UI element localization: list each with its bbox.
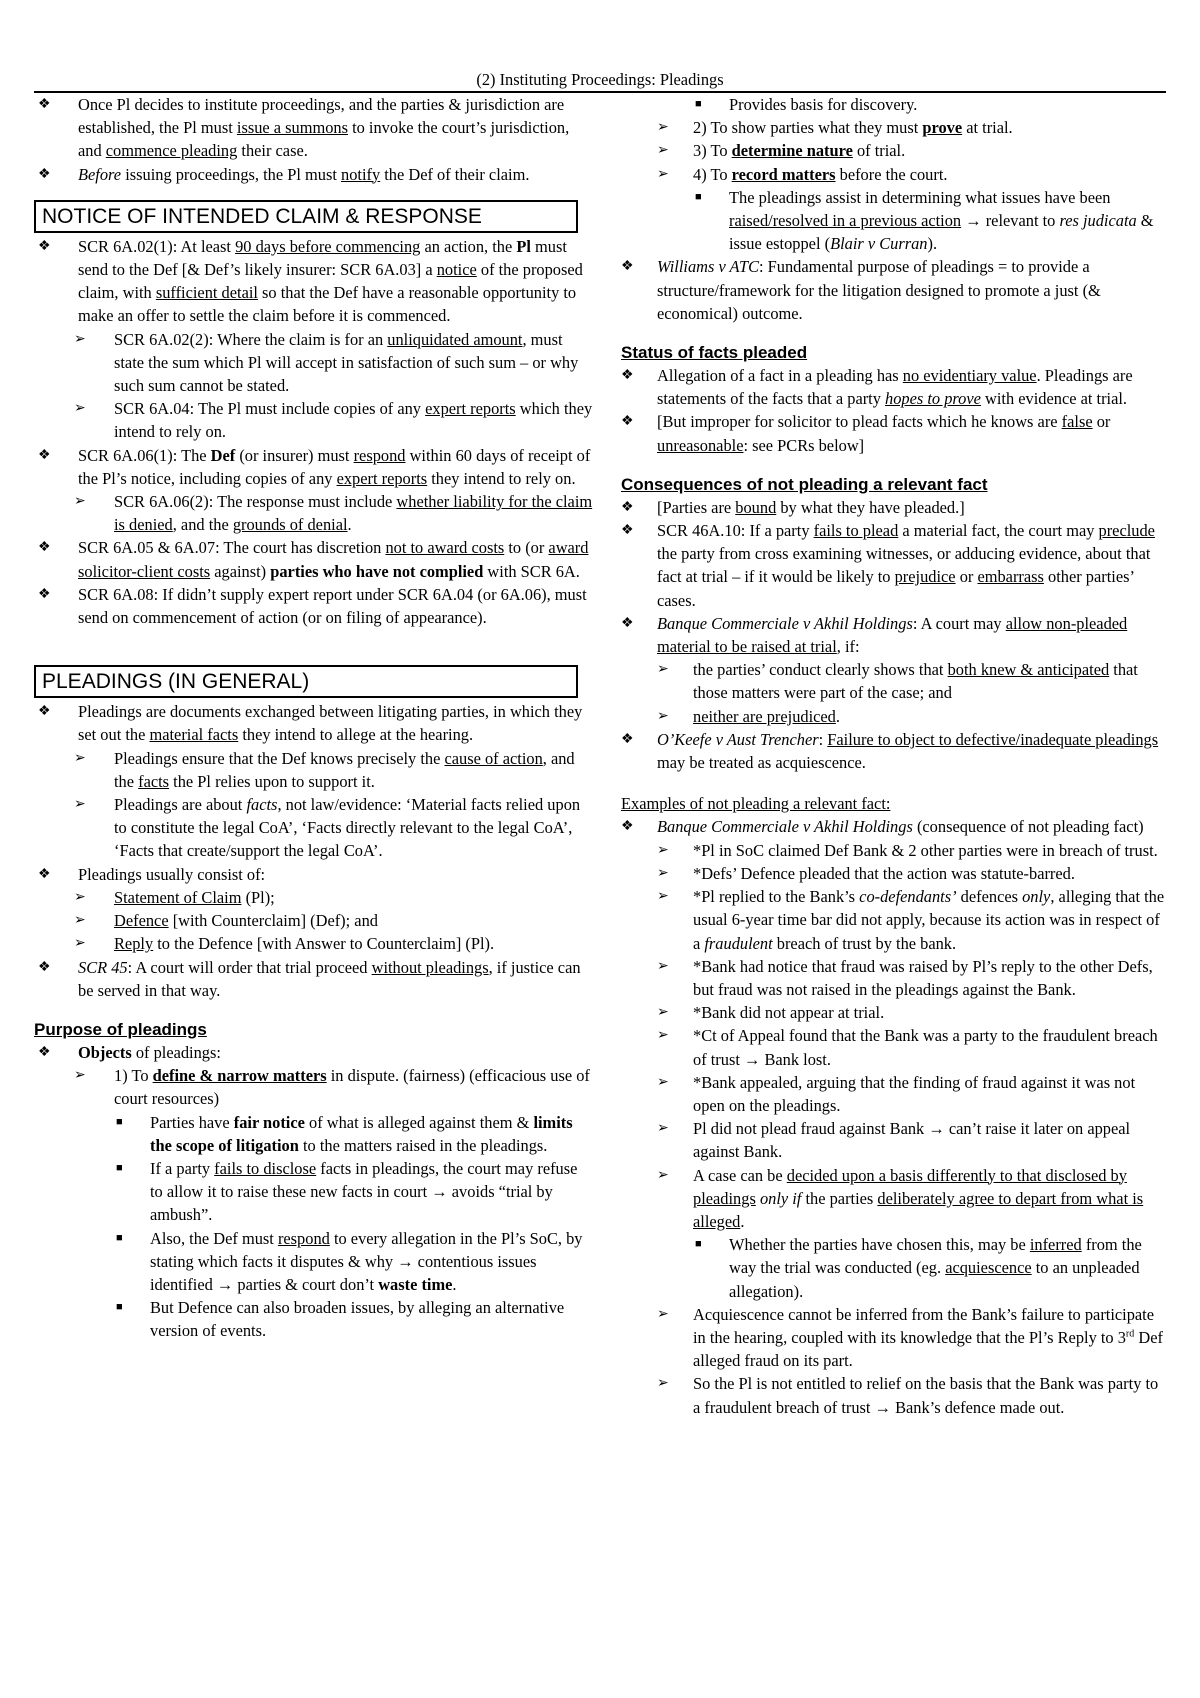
intro-list	[34, 93, 594, 186]
text-run: not to award costs	[385, 538, 505, 558]
square-bullet-icon: ■	[116, 1231, 123, 1244]
list-item	[34, 1041, 594, 1064]
text-run: neither are prejudiced	[693, 706, 836, 726]
text-run: a material fact, the court may	[898, 521, 1099, 541]
text-run: .	[452, 1274, 457, 1294]
page-title: (2) Instituting Proceedings: Pleadings	[34, 70, 1166, 93]
text-run: Pleadings are documents exchanged between litigating parties, in which they set out the	[78, 702, 583, 745]
text-run: embarrass	[977, 567, 1044, 587]
diamond-bullet-icon: ❖	[621, 819, 634, 835]
text-run: from the way the trial was conducted (eg.	[729, 1235, 1142, 1278]
text-run: hopes to prove	[885, 389, 981, 409]
text-run: their case.	[237, 141, 308, 161]
list-item	[34, 328, 594, 398]
arrow-bullet-icon: ➢	[657, 1167, 669, 1183]
pleadings-section-heading: PLEADINGS (IN GENERAL)	[34, 665, 578, 698]
square-bullet-icon: ■	[695, 98, 702, 110]
text-run: to every allegation in the Pl’s SoC, by stating which facts it disputes & why → contentious issues identified → parties & court don’t	[150, 1228, 583, 1294]
document-page	[34, 70, 1166, 1680]
text-run: fraudulent	[704, 933, 773, 953]
text-run: must send to the Def [& Def’s likely insurer: SCR 6A.03] a	[78, 236, 567, 280]
text-run: with SCR 6A.	[483, 561, 580, 581]
text-run: *Bank had notice that fraud was raised by Pl’s reply to the other Defs, but fraud was not raised in the pleadings against the Bank.	[693, 956, 1153, 999]
text-run: in dispute. (fairness) (efficacious use of court resources)	[114, 1066, 590, 1109]
text-run: SCR 6A.06(2): The response must include	[114, 492, 397, 512]
text-run: allow non-pleaded material to be raised at trial	[657, 613, 1128, 657]
text-run: within 60 days of receipt of the Pl’s notice, including copies of any	[78, 445, 591, 488]
notice-section-heading: NOTICE OF INTENDED CLAIM & RESPONSE	[34, 200, 578, 233]
text-run: the parties’ conduct clearly shows that	[693, 660, 948, 680]
text-run: (consequence of not pleading fact)	[912, 817, 1144, 837]
diamond-bullet-icon: ❖	[621, 523, 634, 539]
list-item	[34, 163, 594, 186]
list-item	[621, 1071, 1166, 1117]
text-run: . Pleadings are statements of the facts that a party	[657, 366, 1133, 409]
list-item	[621, 728, 1166, 774]
text-run: which they intend to rely on.	[114, 399, 593, 442]
arrow-bullet-icon: ➢	[74, 936, 86, 952]
list-item	[621, 1303, 1166, 1373]
list-item	[34, 583, 594, 629]
text-run: *Bank did not appear at trial.	[693, 1003, 885, 1023]
text-run: Provides basis for discovery.	[729, 95, 918, 114]
diamond-bullet-icon: ❖	[38, 1044, 51, 1060]
text-run: notify	[341, 164, 381, 184]
arrow-bullet-icon: ➢	[657, 865, 669, 881]
text-run: [But improper for solicitor to plead facts which he knows are	[657, 412, 1062, 432]
text-run: unliquidated amount	[387, 329, 523, 349]
text-run: respond	[353, 445, 406, 465]
text-run: cause of action	[444, 748, 543, 768]
text-run: determine nature	[731, 141, 853, 161]
text-run: SCR 6A.08: If didn’t supply expert report under SCR 6A.04 (or 6A.06), must send on commencement of action (or on filing of appearance).	[78, 584, 587, 628]
text-run: of the proposed claim, with	[78, 260, 583, 303]
text-run: Before	[78, 164, 122, 184]
text-run: .	[347, 515, 352, 535]
square-bullet-icon: ■	[116, 1161, 123, 1174]
text-run: other parties’ cases.	[657, 567, 1134, 610]
text-run: Def	[210, 445, 236, 465]
diamond-bullet-icon: ❖	[621, 414, 634, 430]
text-run: breach of trust by the bank.	[772, 933, 957, 953]
text-run: deliberately agree to depart from what is alleged	[693, 1188, 1144, 1231]
arrow-bullet-icon: ➢	[657, 842, 669, 858]
text-run: 90 days before commencing	[235, 236, 421, 256]
arrow-bullet-icon: ➢	[657, 1005, 669, 1021]
list-item	[34, 863, 594, 886]
text-run: respond	[277, 1228, 330, 1248]
text-run: .	[740, 1211, 745, 1231]
diamond-bullet-icon: ❖	[38, 586, 51, 602]
text-run: 4) To	[693, 164, 732, 184]
text-run: A case can be	[693, 1165, 787, 1185]
list-item	[621, 885, 1166, 955]
text-run: Def alleged fraud on its part.	[693, 1327, 1163, 1371]
text-run: SCR 45	[78, 957, 128, 977]
list-item	[621, 658, 1166, 704]
purpose-heading: Purpose of pleadings	[34, 1019, 207, 1039]
text-run: *Defs’ Defence pleaded that the action was statute-barred.	[693, 863, 1075, 883]
text-run: , must state the sum which Pl will accept in satisfaction of such sum – or why such sum cannot be stated.	[114, 329, 579, 396]
diamond-bullet-icon: ❖	[621, 615, 634, 631]
text-run: Once Pl decides to institute proceedings, and the parties & jurisdiction are established, the Pl must	[78, 95, 565, 138]
text-run: facts in pleadings, the court may refuse to allow it to raise these new facts in court → avoids “trial by ambush”.	[150, 1158, 578, 1225]
arrow-bullet-icon: ➢	[657, 143, 669, 159]
text-run: to (or	[504, 538, 549, 558]
square-bullet-icon: ■	[116, 1301, 123, 1314]
text-run: ).	[927, 234, 938, 254]
arrow-bullet-icon: ➢	[657, 1074, 669, 1090]
text-run: against)	[210, 561, 271, 581]
text-run: Statement of Claim	[114, 887, 242, 907]
list-item	[34, 956, 594, 1002]
text-run: Blair v Curran	[830, 234, 928, 254]
list-item	[621, 1117, 1166, 1163]
text-run: *Pl replied to the Bank’s	[693, 887, 860, 907]
text-run: rd	[1125, 1328, 1135, 1340]
text-run: 1) To	[114, 1066, 153, 1086]
list-item	[621, 186, 1166, 256]
list-item	[34, 536, 594, 582]
arrow-bullet-icon: ➢	[74, 331, 86, 347]
list-item	[34, 1064, 594, 1110]
text-run: sufficient detail	[155, 283, 258, 303]
list-item	[621, 705, 1166, 728]
pleadings-list	[34, 700, 594, 1002]
text-run: So the Pl is not entitled to relief on the basis that the Bank was party to a fraudulent breach of trust → Bank’s defence made out.	[693, 1374, 1159, 1417]
list-item	[621, 1164, 1166, 1234]
diamond-bullet-icon: ❖	[38, 959, 51, 975]
list-item	[34, 490, 594, 536]
text-run: : A court may	[912, 613, 1006, 633]
text-run: expert reports	[336, 468, 428, 488]
text-run: issue a summons	[236, 118, 348, 138]
list-item	[621, 496, 1166, 519]
list-item	[34, 1157, 594, 1227]
notice-list	[34, 235, 594, 629]
list-item	[621, 1372, 1166, 1418]
text-run: If a party	[150, 1158, 215, 1178]
text-run: both knew & anticipated	[947, 660, 1110, 680]
text-run: inferred	[1029, 1235, 1082, 1255]
text-run: Reply	[114, 934, 154, 954]
text-run: SCR 6A.04: The Pl must include copies of any	[114, 399, 426, 419]
consequences-list	[621, 496, 1166, 774]
list-item	[621, 1233, 1166, 1303]
text-run: SCR 6A.05 & 6A.07: The court has discretion	[78, 538, 386, 558]
text-run: Defence	[114, 911, 169, 931]
arrow-bullet-icon: ➢	[657, 662, 669, 678]
arrow-bullet-icon: ➢	[657, 1376, 669, 1392]
list-item	[34, 747, 594, 793]
list-item	[621, 862, 1166, 885]
arrow-bullet-icon: ➢	[657, 1028, 669, 1044]
text-run: facts	[138, 771, 170, 791]
list-item	[621, 839, 1166, 862]
text-run: Failure to object to defective/inadequate pleadings	[827, 729, 1159, 749]
text-run: , alleging that the usual 6-year time bar did not apply, because its action was in respect of a	[693, 887, 1165, 953]
text-run: the Pl relies upon to support it.	[169, 771, 375, 791]
text-run: preclude	[1098, 521, 1155, 541]
text-run: parties who have not complied	[270, 561, 484, 581]
list-item	[34, 235, 594, 328]
diamond-bullet-icon: ❖	[38, 704, 51, 720]
text-run: no evidentiary value	[902, 366, 1037, 386]
text-run: Parties have	[150, 1112, 234, 1132]
text-run: res judicata	[1059, 211, 1137, 231]
text-run: Banque Commerciale v Akhil Holdings	[657, 817, 913, 837]
text-run: acquiescence	[945, 1258, 1032, 1278]
text-run: Banque Commerciale v Akhil Holdings	[657, 613, 913, 633]
text-run: co-defendants’	[859, 887, 957, 907]
list-item	[621, 410, 1166, 456]
text-run: SCR 6A.02(2): Where the claim is for an	[114, 329, 388, 349]
arrow-bullet-icon: ➢	[657, 1121, 669, 1137]
text-run: fails to plead	[813, 521, 899, 541]
text-run: O’Keefe v Aust Trencher	[657, 729, 819, 749]
list-item	[621, 519, 1166, 612]
text-run: Also, the Def must	[150, 1228, 278, 1248]
left-column	[34, 93, 594, 1419]
text-run: record matters	[731, 164, 836, 184]
text-run: .	[835, 706, 840, 726]
text-run: or	[1092, 412, 1111, 432]
purpose-list	[34, 1041, 594, 1343]
text-run: , not law/evidence: ‘Material facts relied upon to constitute the legal CoA’, ‘Facts directly relevant to the legal CoA’, ‘Facts that create/support the legal CoA’.	[114, 795, 581, 861]
text-run: award solicitor-client costs	[78, 538, 589, 581]
diamond-bullet-icon: ❖	[621, 731, 634, 747]
list-item	[621, 93, 1166, 116]
text-run: SCR 6A.06(1): The	[78, 445, 211, 465]
arrow-bullet-icon: ➢	[74, 889, 86, 905]
text-run: decided upon a basis differently to that disclosed by pleadings	[693, 1165, 1127, 1208]
arrow-bullet-icon: ➢	[74, 401, 86, 417]
list-item	[621, 815, 1166, 838]
text-run: of trial.	[852, 141, 906, 161]
examples-list	[621, 815, 1166, 1418]
text-run: *Ct of Appeal found that the Bank was a party to the fraudulent breach of trust → Bank lost.	[693, 1026, 1158, 1069]
text-run: Williams v ATC	[657, 257, 760, 277]
text-run: defences	[956, 887, 1023, 907]
text-run: *Pl in SoC claimed Def Bank & 2 other parties were in breach of trust.	[693, 840, 1158, 860]
text-run: Allegation of a fact in a pleading has	[657, 366, 903, 386]
text-run: 2) To show parties what they must	[693, 118, 923, 138]
text-run: : Fundamental purpose of pleadings = to provide a structure/framework for the litigation designed to promote a just (& economical) outcome.	[657, 257, 1101, 323]
text-run: to the matters raised in the pleadings.	[298, 1135, 548, 1155]
text-run: Pleadings are about	[114, 795, 247, 815]
list-item	[34, 444, 594, 490]
text-run: the Def of their claim.	[380, 164, 530, 184]
two-column-body	[34, 93, 1166, 1419]
status-list	[621, 364, 1166, 457]
text-run: , if justice can be served in that way.	[78, 957, 581, 1000]
text-run: may be treated as acquiescence.	[657, 753, 866, 773]
diamond-bullet-icon: ❖	[38, 866, 51, 882]
text-run: at trial.	[962, 118, 1013, 138]
square-bullet-icon: ■	[695, 1238, 702, 1251]
text-run: bound	[735, 497, 777, 517]
list-item	[621, 1024, 1166, 1070]
list-item	[621, 139, 1166, 162]
text-run: SCR 46A.10: If a party	[657, 521, 814, 541]
text-run: or	[955, 567, 978, 587]
square-bullet-icon: ■	[116, 1115, 123, 1128]
text-run: , and the	[114, 748, 575, 791]
text-run: unreasonable	[657, 435, 744, 455]
list-item	[621, 1001, 1166, 1024]
text-run: limits the scope of litigation	[150, 1112, 573, 1155]
text-run: (Pl);	[241, 887, 275, 907]
list-item	[34, 793, 594, 863]
text-run: Pleadings ensure that the Def knows precisely the	[114, 748, 445, 768]
text-run: prove	[922, 118, 963, 138]
list-item	[621, 163, 1166, 186]
examples-heading: Examples of not pleading a relevant fact:	[621, 794, 891, 814]
text-run: whether liability for the claim is denied	[114, 492, 593, 535]
text-run: , and the	[172, 515, 233, 535]
status-heading: Status of facts pleaded	[621, 343, 808, 363]
list-item	[34, 700, 594, 746]
text-run: , if:	[836, 637, 860, 657]
list-item	[621, 116, 1166, 139]
purpose-continued-list	[621, 93, 1166, 325]
text-run: Pl did not plead fraud against Bank → can’t raise it later on appeal against Bank.	[693, 1119, 1131, 1162]
text-run: of what is alleged against them &	[304, 1112, 534, 1132]
text-run: SCR 6A.02(1): At least	[78, 236, 236, 256]
consequences-heading: Consequences of not pleading a relevant fact	[621, 474, 988, 494]
text-run: material facts	[149, 725, 239, 745]
text-run: Acquiescence cannot be inferred from the Bank’s failure to participate in the hearing, coupled with its knowledge that the Pl’s Reply to 3	[693, 1304, 1155, 1347]
list-item	[621, 955, 1166, 1001]
list-item	[34, 1296, 594, 1342]
text-run: fair notice	[233, 1112, 305, 1132]
list-item	[34, 1111, 594, 1157]
text-run: define & narrow matters	[152, 1066, 327, 1086]
list-item	[621, 612, 1166, 658]
text-run: prejudice	[894, 567, 956, 587]
text-run: Objects	[78, 1042, 132, 1062]
list-item	[34, 397, 594, 443]
diamond-bullet-icon: ❖	[621, 368, 634, 384]
text-run: false	[1061, 412, 1093, 432]
text-run: Pl	[516, 236, 531, 256]
arrow-bullet-icon: ➢	[657, 1306, 669, 1322]
right-column	[621, 93, 1166, 1419]
arrow-bullet-icon: ➢	[657, 166, 669, 182]
text-run: to an unpleaded allegation).	[729, 1258, 1140, 1301]
list-item	[34, 93, 594, 163]
text-run: the party from cross examining witnesses, or adducing evidence, about that fact at trial – if it would be likely to	[657, 544, 1151, 587]
text-run: of pleadings:	[131, 1042, 221, 1062]
text-run: 3) To	[693, 141, 732, 161]
text-run: by what they have pleaded.]	[776, 497, 965, 517]
text-run: Pleadings usually consist of:	[78, 864, 266, 884]
text-run: *Bank appealed, arguing that the finding of fraud against it was not open on the pleadings.	[693, 1072, 1136, 1115]
text-run: The pleadings assist in determining what issues have been	[729, 187, 1111, 207]
text-run: :	[818, 729, 828, 749]
text-run: fails to disclose	[214, 1158, 317, 1178]
text-run: the parties	[801, 1188, 878, 1208]
arrow-bullet-icon: ➢	[657, 708, 669, 724]
text-run: [with Counterclaim] (Def); and	[168, 911, 378, 931]
arrow-bullet-icon: ➢	[74, 913, 86, 929]
text-run: : A court will order that trial proceed	[127, 957, 372, 977]
diamond-bullet-icon: ❖	[38, 97, 51, 112]
text-run: they intend to rely on.	[427, 468, 576, 488]
list-item	[34, 1227, 594, 1297]
text-run: they intend to allege at the hearing.	[238, 725, 474, 745]
text-run: waste time	[378, 1274, 453, 1294]
text-run: so that the Def have a reasonable opportunity to make an offer to settle the claim before it is commenced.	[78, 283, 577, 326]
text-run: & issue estoppel (	[729, 211, 1154, 254]
arrow-bullet-icon: ➢	[74, 797, 86, 813]
text-run: that those matters were part of the case; and	[693, 660, 1138, 703]
arrow-bullet-icon: ➢	[657, 889, 669, 905]
text-run: before the court.	[835, 164, 948, 184]
diamond-bullet-icon: ❖	[38, 166, 51, 182]
diamond-bullet-icon: ❖	[621, 499, 634, 515]
text-run: → relevant to	[961, 211, 1060, 231]
text-run: expert reports	[425, 399, 516, 419]
arrow-bullet-icon: ➢	[74, 1068, 86, 1084]
text-run: only	[1022, 887, 1051, 907]
text-run: raised/resolved in a previous action	[729, 211, 962, 231]
arrow-bullet-icon: ➢	[657, 958, 669, 974]
text-run: issuing proceedings, the Pl must	[121, 164, 341, 184]
list-item	[621, 364, 1166, 410]
list-item	[34, 886, 594, 909]
text-run: : see PCRs below]	[743, 435, 865, 455]
arrow-bullet-icon: ➢	[657, 120, 669, 136]
text-run: (or insurer) must	[235, 445, 354, 465]
text-run: grounds of denial	[232, 515, 348, 535]
text-run: without pleadings	[371, 957, 489, 977]
text-run: facts	[246, 795, 278, 815]
text-run: commence pleading	[105, 141, 238, 161]
diamond-bullet-icon: ❖	[38, 238, 51, 254]
diamond-bullet-icon: ❖	[38, 540, 51, 556]
text-run: But Defence can also broaden issues, by alleging an alternative version of events.	[150, 1298, 565, 1341]
square-bullet-icon: ■	[695, 190, 702, 203]
arrow-bullet-icon: ➢	[74, 750, 86, 766]
text-run: Whether the parties have chosen this, may be	[729, 1235, 1030, 1255]
text-run: to invoke the court’s jurisdiction, and	[78, 118, 570, 161]
text-run: with evidence at trial.	[980, 389, 1128, 409]
text-run: an action, the	[420, 236, 517, 256]
list-item	[34, 932, 594, 955]
text-run: only if	[759, 1188, 802, 1208]
list-item	[34, 909, 594, 932]
text-run: to the Defence [with Answer to Counterclaim] (Pl).	[153, 934, 495, 954]
diamond-bullet-icon: ❖	[621, 259, 634, 275]
arrow-bullet-icon: ➢	[74, 494, 86, 510]
text-run: [Parties are	[657, 497, 736, 517]
diamond-bullet-icon: ❖	[38, 447, 51, 463]
list-item	[621, 255, 1166, 325]
text-run: notice	[436, 260, 477, 280]
